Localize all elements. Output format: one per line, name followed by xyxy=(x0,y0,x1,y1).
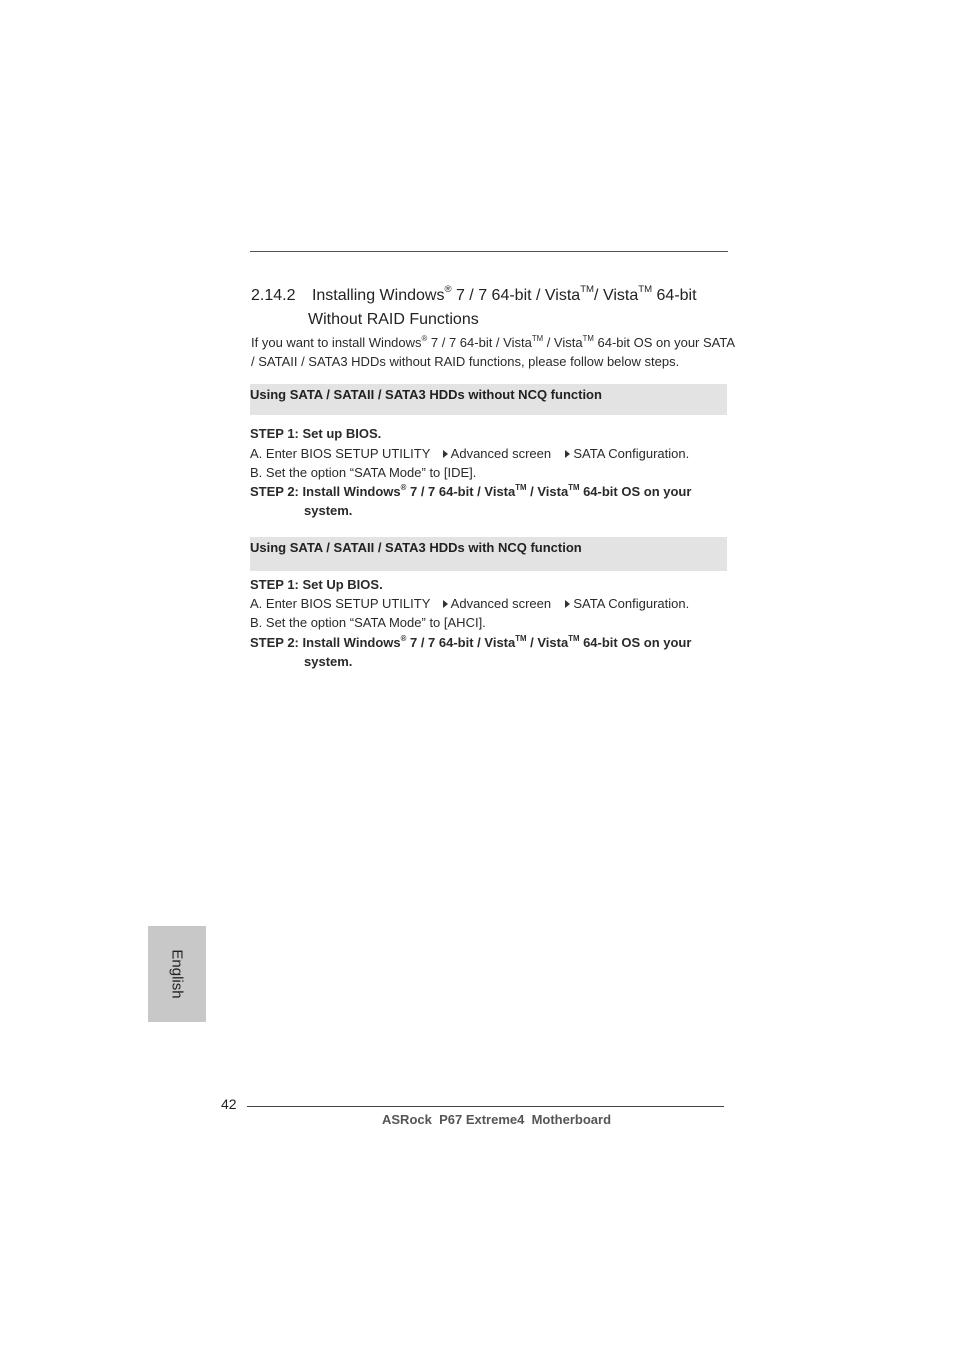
intro-text: / Vista xyxy=(543,335,583,350)
block1-step1-a xyxy=(250,446,689,461)
step-text: SATA Configuration. xyxy=(573,596,690,611)
section-title-part4: 64-bit xyxy=(652,287,697,304)
block2-heading: Using SATA / SATAII / SATA3 HDDs with NCQ function xyxy=(250,540,582,555)
step-text: 64-bit OS on your xyxy=(579,635,692,650)
trademark-mark: TM xyxy=(568,633,580,643)
block1-heading-band xyxy=(250,384,727,415)
step-text: 64-bit OS on your xyxy=(579,484,692,499)
section-heading xyxy=(251,284,697,305)
block1-step2 xyxy=(250,484,691,499)
footer-product: ASRock P67 Extreme4 Motherboard xyxy=(382,1112,612,1127)
page-number: 42 xyxy=(221,1096,237,1112)
section-number: 2.14.2 xyxy=(251,287,296,304)
intro-text: 7 / 7 64-bit / Vista xyxy=(427,335,532,350)
block2-step1-a xyxy=(250,596,689,611)
trademark-mark: TM xyxy=(580,284,595,296)
section-title-part3: / Vista xyxy=(594,287,639,304)
intro-text: 64-bit OS on your SATA xyxy=(593,335,736,350)
footer-rule xyxy=(247,1106,724,1107)
trademark-mark: TM xyxy=(515,482,527,492)
section-title-line2: Without RAID Functions xyxy=(308,311,479,328)
block1-step1-title: STEP 1: Set up BIOS. xyxy=(250,426,382,441)
header-rule xyxy=(250,251,728,252)
block1-step1-b: B. Set the option “SATA Mode” to [IDE]. xyxy=(250,465,477,480)
step-text: / Vista xyxy=(526,484,569,499)
trademark-mark: TM xyxy=(531,333,544,343)
registered-mark: ® xyxy=(400,482,407,492)
trademark-mark: TM xyxy=(638,284,653,296)
step-text: 7 / 7 64-bit / Vista xyxy=(406,635,516,650)
block2-step2-line2: system. xyxy=(304,654,353,669)
intro-line1 xyxy=(251,335,735,350)
language-label: English xyxy=(168,949,186,999)
step-text: STEP 2: Install Windows xyxy=(250,635,401,650)
trademark-mark: TM xyxy=(582,333,594,343)
section-title-part1: Installing Windows xyxy=(311,287,445,304)
block2-heading-band xyxy=(250,537,727,571)
step-text: SATA Configuration. xyxy=(573,446,690,461)
registered-mark: ® xyxy=(444,284,452,296)
trademark-mark: TM xyxy=(515,633,527,643)
block2-step1-title: STEP 1: Set Up BIOS. xyxy=(250,577,383,592)
trademark-mark: TM xyxy=(568,482,580,492)
step-text: A. Enter BIOS SETUP UTILITY xyxy=(250,596,431,611)
block1-step2-line2: system. xyxy=(304,503,353,518)
language-side-tab xyxy=(148,926,206,1022)
arrow-right-icon xyxy=(565,600,570,608)
step-text: / Vista xyxy=(526,635,569,650)
registered-mark: ® xyxy=(400,633,407,643)
step-text: STEP 2: Install Windows xyxy=(250,484,401,499)
block2-step1-b: B. Set the option “SATA Mode” to [AHCI]. xyxy=(250,615,486,630)
intro-text: If you want to install Windows xyxy=(251,335,422,350)
block1-heading: Using SATA / SATAII / SATA3 HDDs without NCQ function xyxy=(250,387,602,402)
step-text: A. Enter BIOS SETUP UTILITY xyxy=(250,446,431,461)
block2-step2 xyxy=(250,635,691,650)
section-title-part2: 7 / 7 64-bit / Vista xyxy=(451,287,581,304)
arrow-right-icon xyxy=(443,450,448,458)
arrow-right-icon xyxy=(443,600,448,608)
arrow-right-icon xyxy=(565,450,570,458)
registered-mark: ® xyxy=(421,333,428,343)
step-text: Advanced screen xyxy=(450,446,552,461)
step-text: 7 / 7 64-bit / Vista xyxy=(406,484,516,499)
step-text: Advanced screen xyxy=(450,596,552,611)
intro-line2: / SATAII / SATA3 HDDs without RAID functions, please follow below steps. xyxy=(251,354,680,369)
